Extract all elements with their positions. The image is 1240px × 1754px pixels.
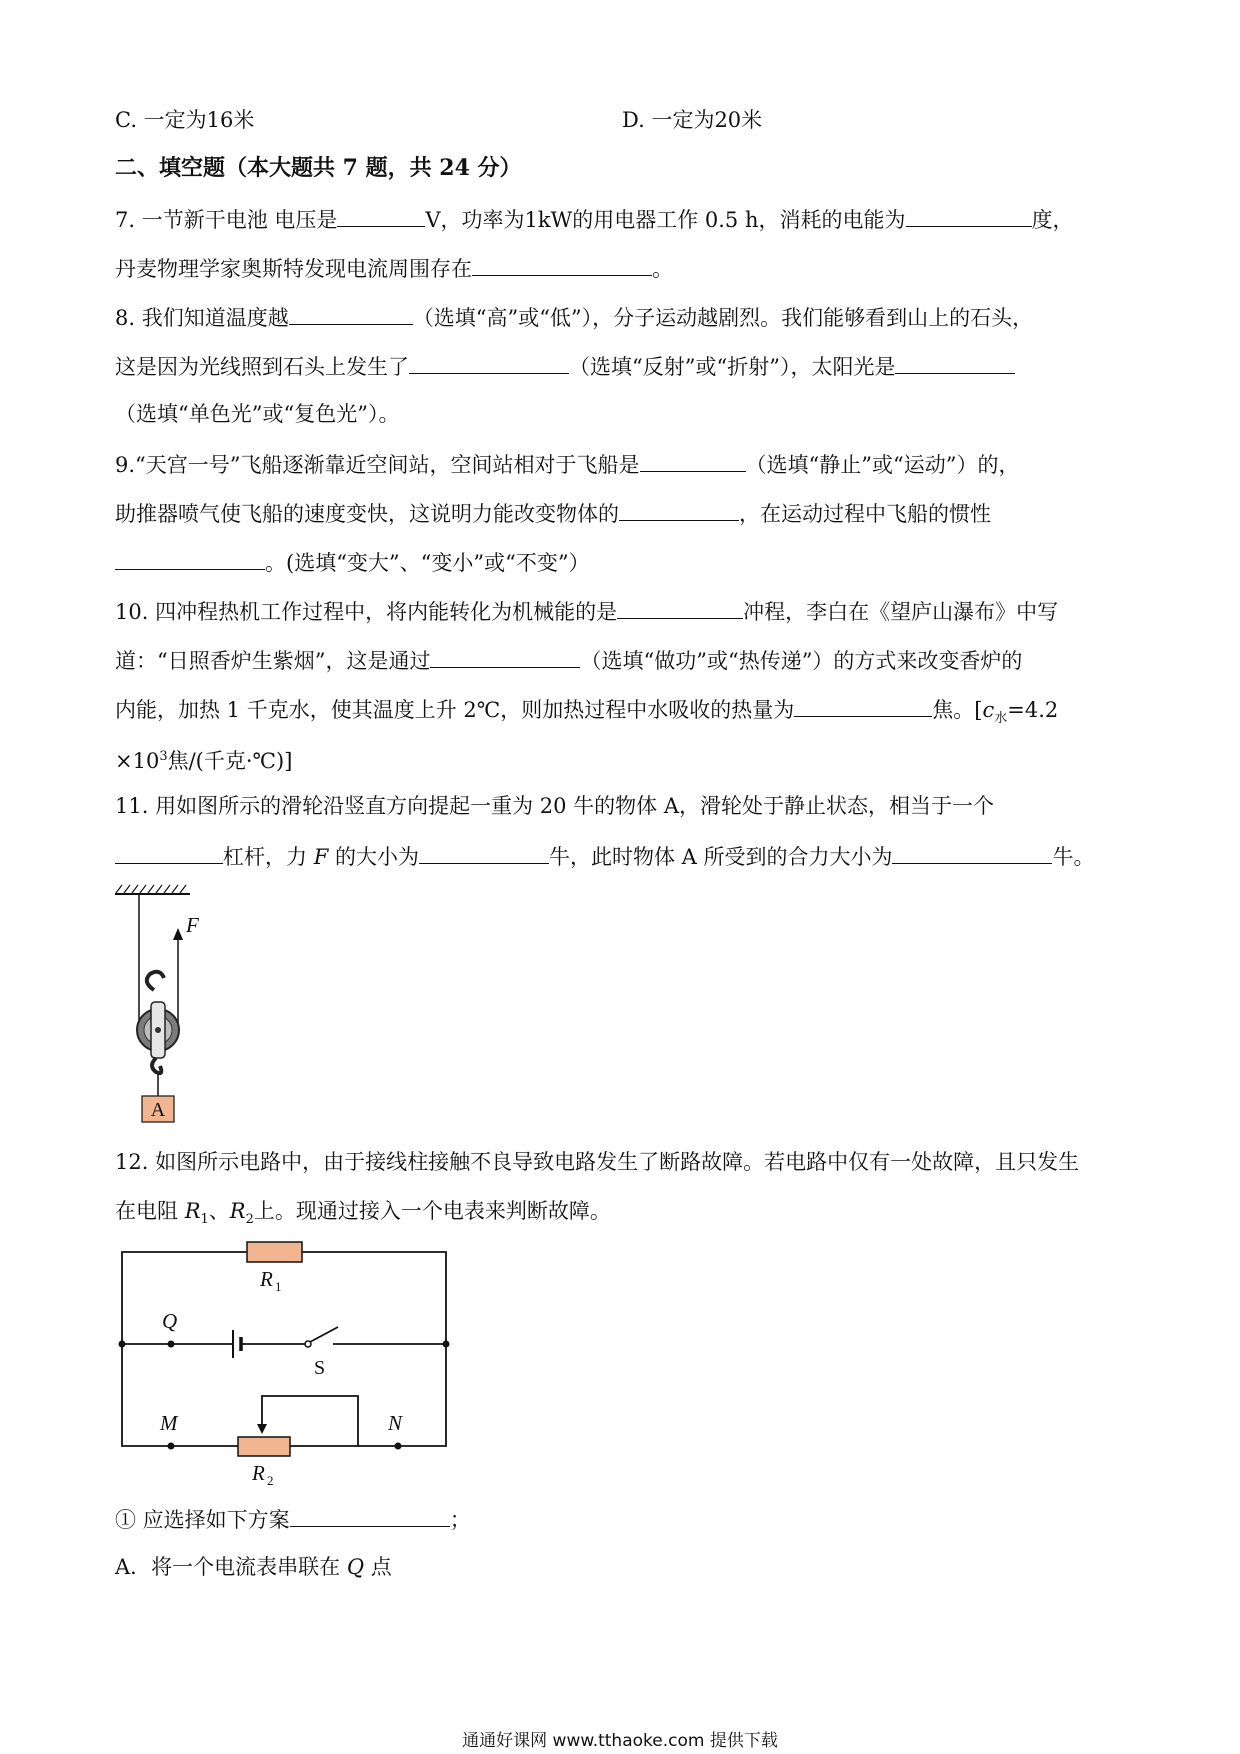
- question-7-line2: [115, 253, 673, 283]
- q11-formula: F: [313, 845, 329, 869]
- question-9-line2: [115, 498, 991, 528]
- q9-text: （选填“静止”或“运动”）的，: [745, 453, 1020, 477]
- answer-blank[interactable]: [906, 204, 1032, 227]
- q11-text: 的大小为: [328, 845, 419, 869]
- label-n: N: [388, 1411, 403, 1435]
- q7-text: 7. 一节新干电池 电压是: [115, 208, 338, 232]
- q10-text: 10. 四冲程热机工作过程中，将内能转化为机械能的是: [115, 600, 618, 624]
- q9-text: 9.“天宫一号”飞船逐渐靠近空间站，空间站相对于飞船是: [115, 453, 640, 477]
- q12-text: ① 应选择如下方案: [115, 1508, 290, 1532]
- question-10-line4: [115, 743, 292, 775]
- q9-text: 。(选填“变大”、“变小”或“不变”）: [265, 551, 590, 575]
- label-s: S: [314, 1357, 326, 1379]
- question-12-line2: [115, 1197, 611, 1234]
- answer-blank[interactable]: [617, 596, 743, 619]
- q8-text: 8. 我们知道温度越: [115, 306, 289, 330]
- question-9-line1: [115, 449, 1019, 479]
- rheostat-slider-arrow: [257, 1424, 267, 1434]
- q12-text: ；: [449, 1508, 471, 1532]
- q10-text: 焦/(千克·℃)]: [167, 749, 293, 773]
- section-heading: 二、填空题（本大题共 7 题，共 24 分）: [115, 155, 522, 181]
- option-c: C. 一定为16米: [115, 108, 255, 132]
- answer-blank[interactable]: [409, 351, 569, 374]
- q12-text: 在电阻: [115, 1199, 185, 1223]
- q8-text: 这是因为光线照到石头上发生了: [115, 355, 409, 379]
- q9-text: ，在运动过程中飞船的惯性: [739, 502, 991, 526]
- question-10-line2: [115, 645, 1022, 675]
- question-8-line3: （选填“单色光”或“复色光”）。: [115, 402, 400, 426]
- question-12-option-a: [115, 1553, 392, 1581]
- q10-text: （选填“做功”或“热传递”）的方式来改变香炉的: [580, 649, 1023, 673]
- q8-text: （选填“高”或“低”），分子运动越剧烈。我们能够看到山上的石头，: [412, 306, 1034, 330]
- q10-superscript: 3: [159, 749, 168, 764]
- question-12-line1: 12. 如图所示电路中，由于接线柱接触不良导致电路发生了断路故障。若电路中仅有一处故障，且只发生: [115, 1150, 1080, 1174]
- q7-text: 丹麦物理学家奥斯特发现电流周围存在: [115, 257, 472, 281]
- question-11-line2: [115, 841, 1094, 871]
- q9-text: 助推器喷气使飞船的速度变快，这说明力能改变物体的: [115, 502, 619, 526]
- q12-formula: R: [229, 1199, 246, 1223]
- label-r1: R: [260, 1267, 273, 1291]
- question-12-sub1: [115, 1504, 471, 1534]
- answer-blank[interactable]: [472, 253, 652, 276]
- answer-blank[interactable]: [640, 449, 746, 472]
- answer-blank[interactable]: [419, 841, 549, 864]
- q7-text: 度，: [1031, 208, 1074, 232]
- q12-subscript: 2: [245, 1212, 254, 1228]
- q12-text: 、: [208, 1199, 230, 1223]
- answer-blank[interactable]: [430, 645, 580, 668]
- q10-subscript: 水: [994, 711, 1008, 727]
- resistor-r1: [247, 1242, 302, 1262]
- circuit-diagram: [110, 1240, 460, 1490]
- answer-blank[interactable]: [895, 351, 1015, 374]
- ceiling-support: [115, 885, 190, 894]
- question-8-line2: [115, 351, 1015, 381]
- label-r2-sub: 2: [267, 1473, 274, 1488]
- battery-symbol: [233, 1330, 241, 1358]
- q10-text: 冲程，李白在《望庐山瀑布》中写: [743, 600, 1059, 624]
- pulley-wheel: [137, 972, 179, 1073]
- answer-blank[interactable]: [794, 694, 932, 717]
- label-q: Q: [162, 1309, 178, 1333]
- answer-blank[interactable]: [290, 1504, 450, 1527]
- question-11-line1: 11. 用如图所示的滑轮沿竖直方向提起一重为 20 牛的物体 A，滑轮处于静止状态，相当于一个: [115, 794, 994, 818]
- q10-formula: c: [982, 698, 995, 722]
- q10-text: 焦。[: [932, 698, 983, 722]
- q11-text: 杠杆，力: [223, 845, 314, 869]
- q7-text: 。: [652, 257, 673, 281]
- force-arrow: [173, 928, 183, 940]
- answer-blank[interactable]: [115, 547, 265, 570]
- question-10-line1: [115, 596, 1058, 626]
- answer-blank[interactable]: [289, 302, 413, 325]
- question-9-line3: [115, 547, 590, 577]
- answer-blank[interactable]: [115, 841, 223, 864]
- q10-text: ×10: [115, 749, 160, 773]
- question-7-line1: [115, 204, 1074, 234]
- q12-subscript: 1: [200, 1212, 209, 1228]
- q11-text: 牛，此时物体 A 所受到的合力大小为: [548, 845, 893, 869]
- rheostat-r2: [238, 1437, 290, 1456]
- pulley-figure: [110, 880, 230, 1130]
- q12-formula: Q: [346, 1555, 365, 1579]
- q10-text: =4.2: [1007, 698, 1059, 722]
- q12-text: A．将一个电流表串联在: [115, 1555, 347, 1579]
- label-r1-sub: 1: [275, 1279, 282, 1294]
- answer-blank[interactable]: [619, 498, 739, 521]
- q7-text: V，功率为1kW的用电器工作 0.5 h，消耗的电能为: [425, 208, 906, 232]
- q11-text: 牛。: [1052, 845, 1095, 869]
- option-d: D. 一定为20米: [622, 108, 763, 132]
- answer-blank[interactable]: [892, 841, 1052, 864]
- force-label: F: [186, 913, 199, 937]
- q12-text: 上。现通过接入一个电表来判断故障。: [253, 1199, 611, 1223]
- question-8-line1: [115, 302, 1033, 332]
- q10-text: 道：“日照香炉生紫烟”，这是通过: [115, 649, 431, 673]
- q10-text: 内能，加热 1 千克水，使其温度上升 2℃，则加热过程中水吸收的热量为: [115, 698, 795, 722]
- label-r2: R: [252, 1461, 265, 1485]
- page-footer: 通通好课网 www.tthaoke.com 提供下载: [462, 1731, 778, 1751]
- q12-text: 点: [364, 1555, 392, 1579]
- label-m: M: [160, 1411, 178, 1435]
- q8-text: （选填“反射”或“折射”），太阳光是: [569, 355, 896, 379]
- question-10-line3: [115, 694, 1058, 733]
- block-a-label: A: [150, 1099, 166, 1121]
- answer-blank[interactable]: [337, 204, 425, 227]
- q12-formula: R: [184, 1199, 201, 1223]
